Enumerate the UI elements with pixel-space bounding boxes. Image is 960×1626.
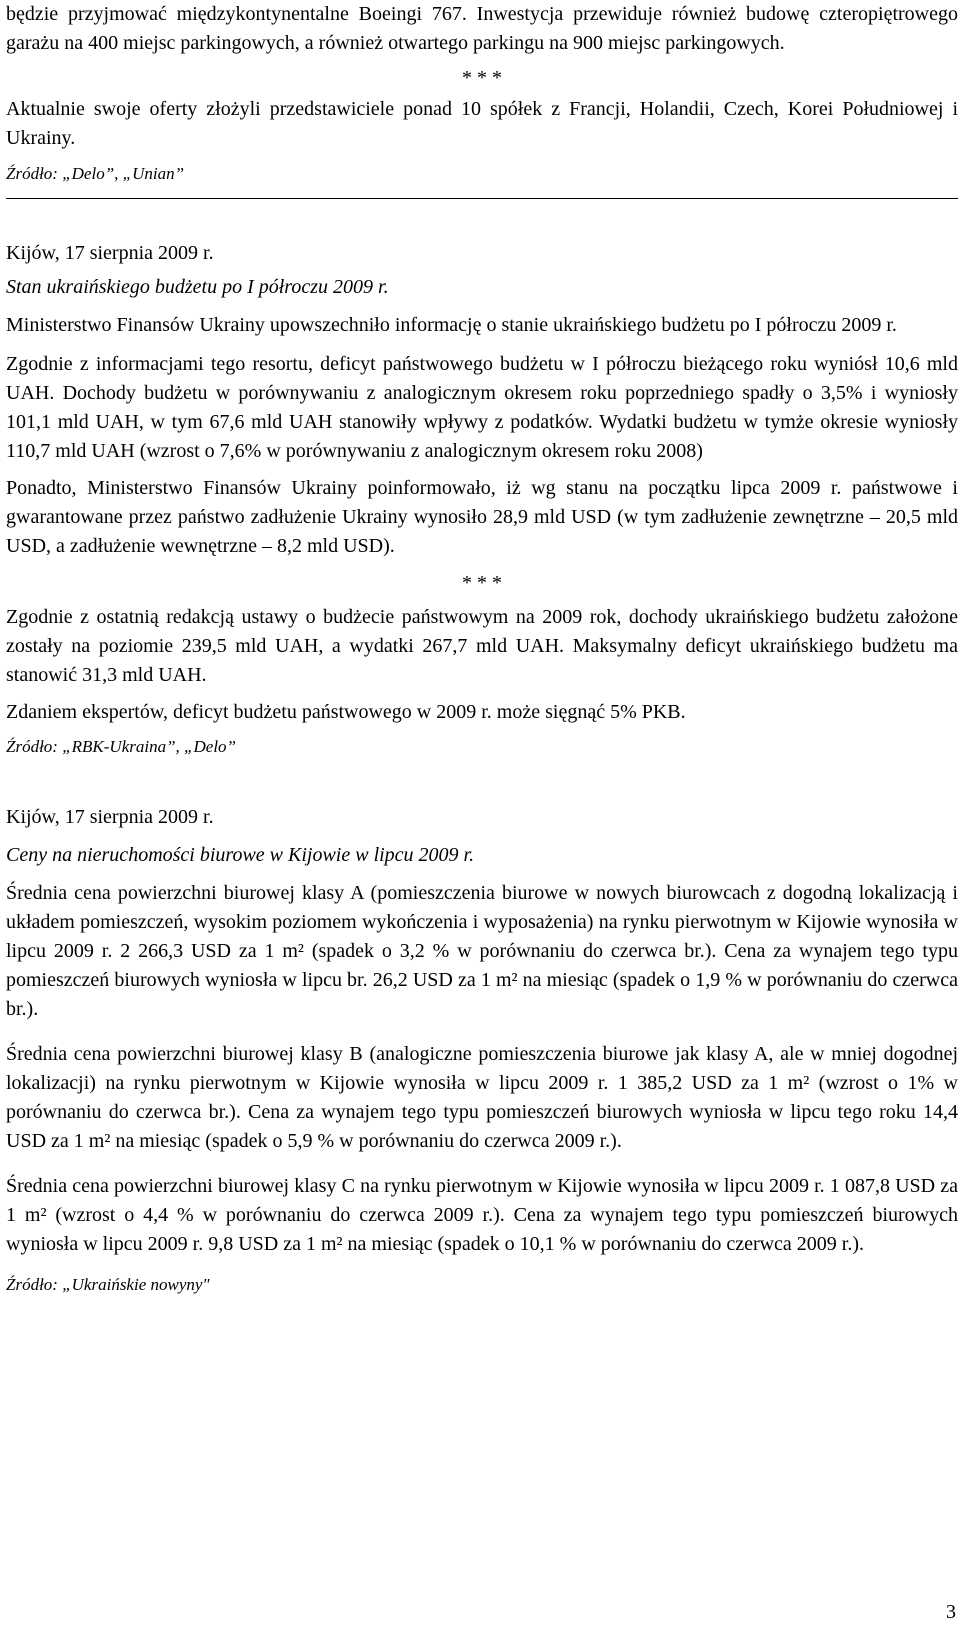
paragraph-airport-continued: będzie przyjmować międzykontynentalne Boeingi 767. Inwestycja przewiduje również budowę czteropiętrowego garażu na 400 miejsc parkingowych, a również otwartego parkingu na 900 miejsc parkingowych.	[6, 3, 958, 54]
document-page	[6, 0, 958, 1297]
article-title: Stan ukraińskiego budżetu po I półroczu 2009 r.	[6, 276, 389, 298]
paragraph: Zgodnie z ostatnią redakcją ustawy o budżecie państwowym na 2009 rok, dochody ukraińskiego budżetu założone zostały na poziomie 239,5 mld UAH, a wydatki 267,7 mld UAH. Maksymalny deficyt ukraińskiego budżetu ma stanowić 31,3 mld UAH.	[6, 606, 958, 686]
paragraph: Zdaniem ekspertów, deficyt budżetu państwowego w 2009 r. może sięgnąć 5% PKB.	[6, 701, 686, 723]
paragraph: Średnia cena powierzchni biurowej klasy A (pomieszczenia biurowe w nowych biurowcach z dogodną lokalizacją i układem pomieszczeń, wysokim poziomem wykończenia i wyposażenia) na rynku pierwotnym w Kijowie wynosiła w lipcu 2009 r. 2 266,3 USD za 1 m² (spadek o 3,2 % w porównaniu do czerwca br.). Cena za wynajem tego typu pomieszczeń biurowych wyniosła w lipcu br. 26,2 USD za 1 m² na miesiąc (spadek o 1,9 % w porównaniu do czerwca br.).	[6, 882, 958, 1020]
paragraph: Zgodnie z informacjami tego resortu, deficyt państwowego budżetu w I półroczu bieżącego roku wyniósł 10,6 mld UAH. Dochody budżetu w porównywaniu z analogicznym okresem roku poprzedniego spadły o 3,5% i wyniosły 101,1 mld UAH, w tym 67,6 mld UAH stanowiły wpływy z podatków. Wydatki budżetu w tymże okresie wyniosły 110,7 mld UAH (wzrost o 7,6% w porównywaniu z analogicznym okresem roku 2008)	[6, 353, 958, 462]
section-separator: * * *	[462, 572, 502, 594]
source-note: Źródło: „RBK-Ukraina”, „Delo”	[6, 737, 236, 756]
paragraph: Średnia cena powierzchni biurowej klasy C na rynku pierwotnym w Kijowie wynosiła w lipcu 2009 r. 1 087,8 USD za 1 m² (wzrost o 4,4 % w porównaniu do czerwca 2009 r.). Cena za wynajem tego typu pomieszczeń biurowych wyniosła w lipcu 2009 r. 9,8 USD za 1 m² na miesiąc (spadek o 10,1 % w porównaniu do czerwca 2009 r.).	[6, 1175, 958, 1255]
dateline: Kijów, 17 sierpnia 2009 r.	[6, 242, 214, 264]
paragraph: Ponadto, Ministerstwo Finansów Ukrainy poinformowało, iż wg stanu na początku lipca 2009 r. państwowe i gwarantowane przez państwo zadłużenie Ukrainy wynosiło 28,9 mld USD (w tym zadłużenie zewnętrzne – 20,5 mld USD, a zadłużenie wewnętrzne – 8,2 mld USD).	[6, 477, 958, 557]
section-separator: * * *	[462, 67, 502, 89]
dateline: Kijów, 17 sierpnia 2009 r.	[6, 806, 214, 828]
page-number: 3	[946, 1601, 956, 1623]
paragraph: Ministerstwo Finansów Ukrainy upowszechniło informację o stanie ukraińskiego budżetu po I półroczu 2009 r.	[6, 314, 897, 336]
source-note: Źródło: „Delo”, „Unian”	[6, 164, 185, 183]
paragraph: Średnia cena powierzchni biurowej klasy B (analogiczne pomieszczenia biurowe jak klasy A, ale w mniej dogodnej lokalizacji) na rynku pierwotnym w Kijowie wynosiła w lipcu 2009 r. 1 385,2 USD za 1 m² (wzrost o 1% w porównaniu do czerwca br.). Cena za wynajem tego typu pomieszczeń biurowych wyniosła w lipcu tego roku 14,4 USD za 1 m² na miesiąc (spadek o 5,9 % w porównaniu do czerwca 2009 r.).	[6, 1043, 958, 1152]
source-note: Źródło: „Ukraińskie nowyny"	[6, 1275, 210, 1294]
section-divider	[6, 198, 958, 199]
article-title: Ceny na nieruchomości biurowe w Kijowie w lipcu 2009 r.	[6, 844, 475, 866]
paragraph-offers: Aktualnie swoje oferty złożyli przedstawiciele ponad 10 spółek z Francji, Holandii, Czech, Korei Południowej i Ukrainy.	[6, 98, 958, 149]
